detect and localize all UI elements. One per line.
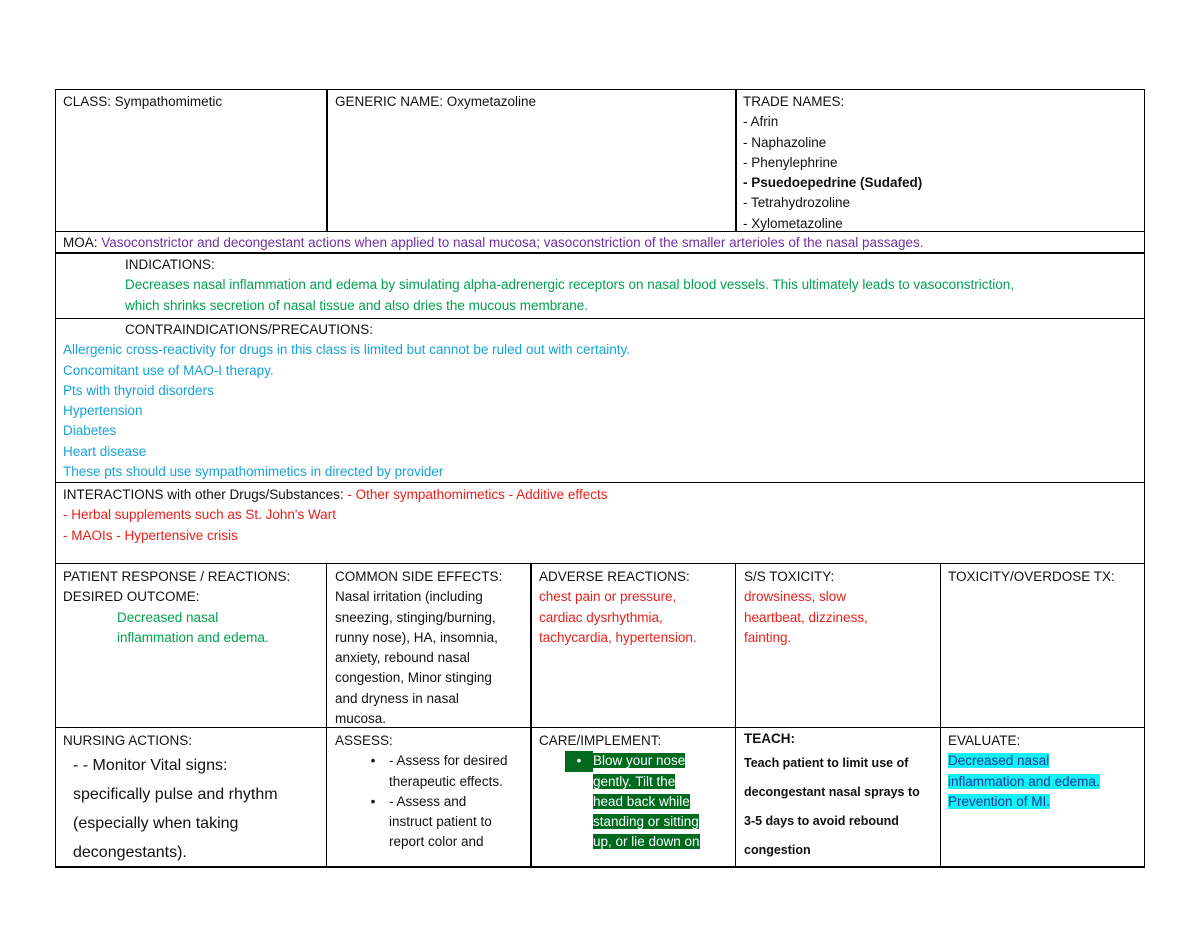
evaluate-cell	[948, 731, 1100, 812]
desired-outcome-label: DESIRED OUTCOME:	[63, 589, 200, 605]
nursing-action-line: decongestants).	[73, 844, 187, 862]
care-line: Blow your nose	[593, 753, 686, 769]
generic-name-cell	[335, 92, 536, 112]
adverse-reactions-cell	[539, 567, 697, 648]
side-effect-line: and dryness in nasal	[335, 690, 459, 706]
teach-line: Teach patient to limit use of	[744, 756, 909, 771]
evaluate-line: Decreased nasal	[948, 753, 1050, 769]
contraindication-item: Heart disease	[63, 443, 147, 459]
side-effect-line: sneezing, stinging/burning,	[335, 609, 496, 625]
assess-line: instruct patient to	[389, 814, 492, 830]
patient-response-cell	[63, 567, 290, 648]
row-divider	[55, 727, 1145, 728]
contraindications-label: CONTRAINDICATIONS/PRECAUTIONS:	[125, 322, 374, 337]
adverse-reaction-line: chest pain or pressure,	[539, 589, 677, 605]
drug-card-table	[55, 89, 1145, 868]
assess-line: - Assess and	[389, 793, 467, 809]
teach-line: congestion	[744, 843, 811, 858]
contraindication-item: Pts with thyroid disorders	[63, 382, 214, 398]
interaction-item: - Other sympathomimetics - Additive effects	[347, 487, 608, 502]
assess-item	[335, 792, 508, 853]
moa-cell	[63, 233, 924, 253]
indications-line: which shrinks secretion of nasal tissue and also dries the mucous membrane.	[125, 297, 588, 313]
evaluate-label: EVALUATE:	[948, 733, 1021, 748]
evaluate-line: inflammation and edema.	[948, 773, 1100, 789]
care-item	[539, 751, 700, 852]
overdose-treatment-cell	[948, 567, 1115, 587]
toxicity-sign-line: fainting.	[744, 629, 792, 645]
nursing-action-line: specifically pulse and rhythm	[73, 786, 278, 804]
nursing-actions-cell	[63, 731, 278, 867]
adverse-reactions-label: ADVERSE REACTIONS:	[539, 569, 690, 584]
interactions-cell	[63, 485, 607, 546]
row-divider	[55, 563, 1145, 564]
col-divider	[326, 563, 327, 867]
interaction-item: - MAOIs - Hypertensive crisis	[63, 527, 238, 543]
desired-outcome-line: Decreased nasal	[117, 609, 219, 625]
toxicity-signs-cell	[744, 567, 868, 648]
bullet-icon: •	[370, 753, 376, 769]
side-effect-line: congestion, Minor stinging	[335, 670, 492, 686]
side-effects-cell	[335, 567, 502, 729]
trade-names-cell	[743, 92, 922, 234]
trade-name-item: - Naphazoline	[743, 134, 827, 150]
trade-name-item: - Psuedoepedrine (Sudafed)	[743, 175, 923, 191]
assess-item	[335, 751, 508, 792]
class-label: CLASS:	[63, 94, 112, 109]
col-divider	[326, 89, 328, 232]
indications-line: Decreases nasal inflammation and edema by simulating alpha-adrenergic receptors on nasal blood vessels. This ultimately leads to vasoconstriction,	[125, 277, 1014, 293]
nursing-action-line: - - Monitor Vital signs:	[73, 757, 228, 775]
assess-line: - Assess for desired	[389, 753, 508, 769]
teach-cell	[744, 729, 920, 865]
side-effect-line: Nasal irritation (including	[335, 589, 483, 605]
generic-value: Oxymetazoline	[446, 94, 537, 109]
interaction-item: - Herbal supplements such as St. John's Wart	[63, 507, 336, 523]
moa-label: MOA:	[63, 235, 98, 250]
toxicity-sign-line: drowsiness, slow	[744, 589, 847, 605]
teach-line: decongestant nasal sprays to	[744, 785, 920, 800]
assess-line: therapeutic effects.	[389, 773, 503, 789]
assess-line: report color and	[389, 834, 484, 850]
assess-label: ASSESS:	[335, 733, 393, 748]
trade-names-label: TRADE NAMES:	[743, 94, 845, 109]
col-divider	[735, 563, 736, 867]
table-border-right	[1144, 89, 1145, 868]
care-implement-label: CARE/IMPLEMENT:	[539, 733, 662, 748]
moa-text: Vasoconstrictor and decongestant actions when applied to nasal mucosa; vasoconstriction of the smaller arterioles of the nasal passages.	[101, 235, 924, 250]
table-border-top	[55, 89, 1145, 90]
care-line: gently. Tilt the	[593, 773, 676, 789]
teach-label: TEACH:	[744, 731, 795, 746]
care-line: up, or lie down on	[593, 834, 700, 850]
toxicity-sign-line: heartbeat, dizziness,	[744, 609, 868, 625]
col-divider	[735, 89, 737, 232]
bullet-icon: •	[370, 793, 376, 809]
care-line: standing or sitting	[593, 814, 699, 830]
overdose-treatment-label: TOXICITY/OVERDOSE TX:	[948, 569, 1115, 584]
side-effect-line: anxiety, rebound nasal	[335, 650, 470, 666]
indications-label: INDICATIONS:	[125, 257, 215, 272]
table-border-left	[55, 89, 56, 868]
assess-cell	[335, 731, 508, 853]
contraindication-item: Concomitant use of MAO-I therapy.	[63, 362, 274, 378]
nursing-actions-label: NURSING ACTIONS:	[63, 733, 193, 748]
class-cell	[63, 92, 222, 112]
side-effect-line: mucosa.	[335, 711, 387, 727]
teach-line: 3-5 days to avoid rebound	[744, 814, 899, 829]
col-divider	[940, 563, 941, 867]
class-value: Sympathomimetic	[114, 94, 223, 109]
care-line: head back while	[593, 793, 690, 809]
col-divider	[530, 563, 532, 867]
trade-name-item: - Xylometazoline	[743, 215, 843, 231]
desired-outcome-line: inflammation and edema.	[117, 629, 269, 645]
contraindications-cell	[63, 320, 630, 482]
side-effects-label: COMMON SIDE EFFECTS:	[335, 569, 503, 584]
trade-name-item: - Afrin	[743, 114, 779, 130]
care-implement-cell	[539, 731, 700, 853]
side-effect-line: runny nose), HA, insomnia,	[335, 629, 498, 645]
row-divider	[55, 231, 1145, 232]
adverse-reaction-line: cardiac dysrhythmia,	[539, 609, 663, 625]
trade-name-item: - Phenylephrine	[743, 154, 838, 170]
adverse-reaction-line: tachycardia, hypertension.	[539, 629, 697, 645]
contraindication-item: Hypertension	[63, 403, 143, 419]
nursing-action-line: (especially when taking	[73, 815, 239, 833]
evaluate-line: Prevention of MI.	[948, 793, 1051, 809]
toxicity-signs-label: S/S TOXICITY:	[744, 569, 835, 584]
patient-response-label: PATIENT RESPONSE / REACTIONS:	[63, 569, 291, 584]
contraindication-item: Diabetes	[63, 423, 117, 439]
trade-name-item: - Tetrahydrozoline	[743, 195, 851, 211]
row-divider	[55, 318, 1145, 319]
indications-cell	[63, 255, 1014, 316]
contraindication-item: These pts should use sympathomimetics in directed by provider	[63, 464, 444, 480]
contraindication-item: Allergenic cross-reactivity for drugs in this class is limited but cannot be ruled out with certainty.	[63, 342, 630, 358]
generic-label: GENERIC NAME:	[335, 94, 444, 109]
interactions-label: INTERACTIONS with other Drugs/Substances:	[63, 487, 344, 502]
bullet-icon: •	[565, 751, 593, 771]
